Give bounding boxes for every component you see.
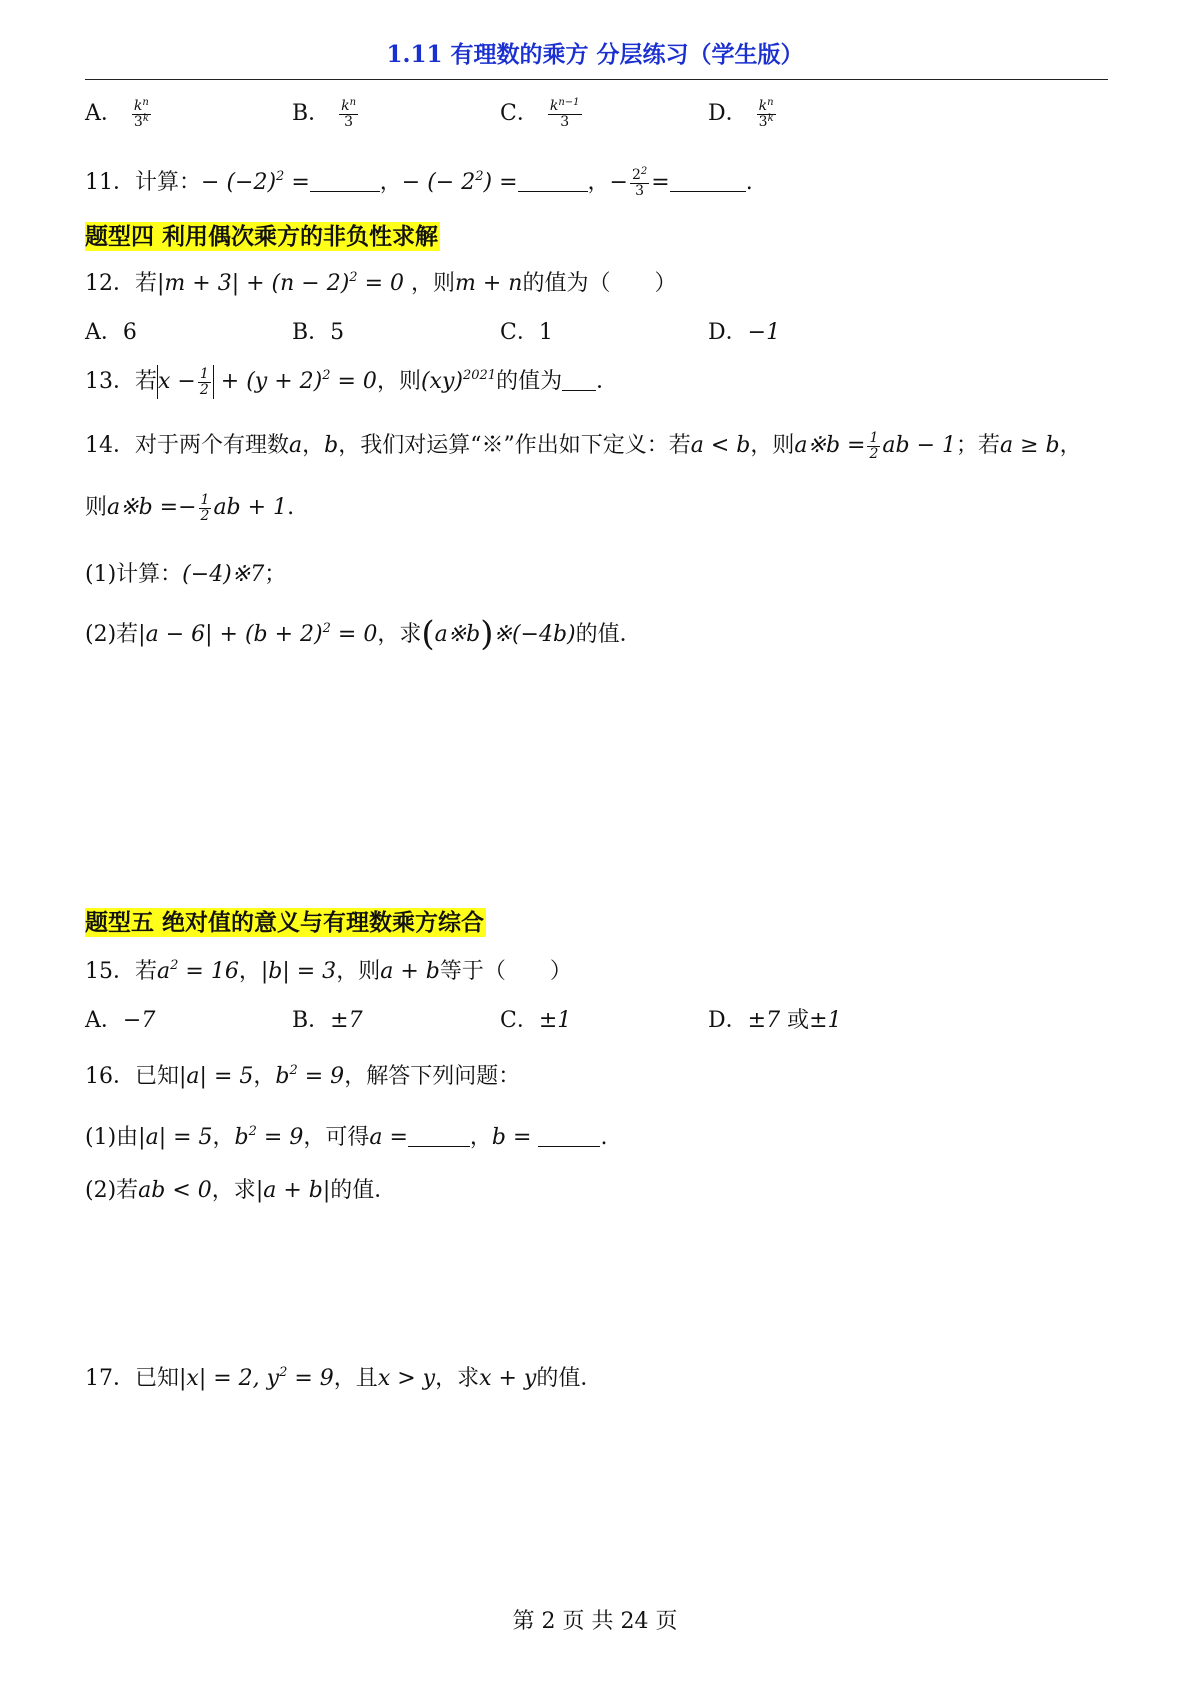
q15-option-d: D．±7 或±1 (708, 1008, 842, 1033)
q15-option-a: A．−7 (85, 1008, 156, 1033)
q10-option-c: C． $\frac{k^{n-1}}{3}$ (500, 96, 580, 130)
question-12: 12．若$|m + 3| + (n - 2)^2 = 0$ ，则m + n的值为（ ） (85, 270, 677, 296)
q10-option-d: D． $\frac{k^n}{3^k}$ (708, 96, 774, 130)
question-16-part-2: (2)若ab < 0，求|a + b|的值． (85, 1178, 397, 1203)
q15-option-b: B．±7 (292, 1008, 363, 1033)
question-13: 13．若x − $\frac{1}{2}$ + $(y + 2)^2 = 0$，则(xy)$^{2021}$的值为 ． (85, 365, 619, 398)
question-15: 15．若$a^2 = 16$，|b| = 3，则a + b等于（ ） (85, 958, 572, 984)
section-4-heading: 题型四 利用偶次乘方的非负性求解 (85, 224, 439, 250)
page-footer: 第 2 页 共 24 页 (512, 1609, 678, 1634)
question-16-part-1: (1)由|a| = 5，$b^2 = 9$，可得a = ，b = . (85, 1124, 608, 1150)
q10-option-a: A． $\frac{k^n}{3^k}$ (85, 96, 149, 130)
page-header-title: 1.11 有理数的乘方 分层练习（学生版） (386, 41, 804, 68)
question-14-part-2: (2)若$|a - 6| + (b + 2)^2 = 0$，求(a※b)※(−4b)的值． (85, 614, 642, 654)
q15-option-c: C．±1 (500, 1008, 572, 1033)
q12-option-c: C．1 (500, 320, 553, 345)
q12-option-d: D．−1 (708, 320, 781, 345)
question-14-part-1: (1)计算：(−4)※7； (85, 562, 287, 587)
header-divider (85, 79, 1108, 80)
question-14-line-2: 则a※b =− $\frac{1}{2}$ ab + 1. (85, 491, 295, 524)
section-5-heading: 题型五 绝对值的意义与有理数乘方综合 (85, 910, 485, 936)
question-16: 16．已知|a| = 5，$b^2 = 9$，解答下列问题： (85, 1063, 521, 1089)
q12-option-b: B．5 (292, 320, 345, 345)
question-17: 17．已知|x| = 2, $y^2 = 9$，且x > y，求x + y的值． (85, 1365, 603, 1391)
question-11: 11．计算：− $(-2)^2$ = ，− (− $2^2$) = ，− $\frac{2^2}{3}$ = . (85, 165, 753, 199)
q12-option-a: A．6 (85, 320, 137, 345)
q10-option-b: B． $\frac{k^n}{3}$ (292, 96, 357, 130)
question-14: 14．对于两个有理数a，b，我们对运算“※”作出如下定义：若a < b，则a※b = $\frac{1}{2}$ ab − 1；若a ≥ b， (85, 429, 1082, 462)
